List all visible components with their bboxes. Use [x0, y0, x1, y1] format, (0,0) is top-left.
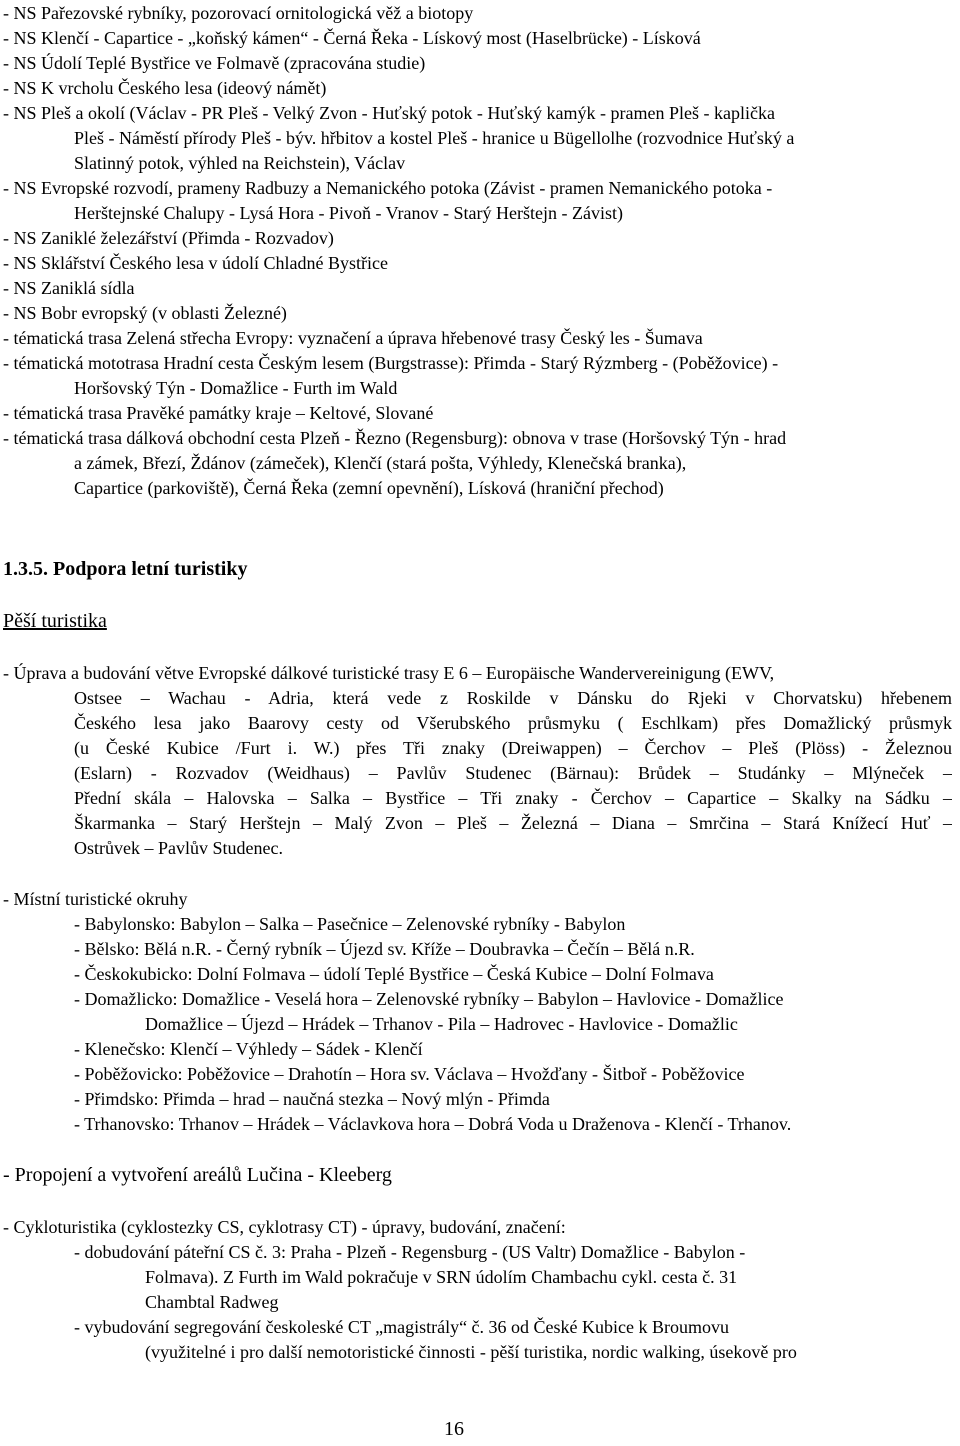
- text-line: - Českokubicko: Dolní Folmava – údolí Teplé Bystřice – Česká Kubice – Dolní Folmava: [74, 964, 714, 984]
- text-line: - Poběžovicko: Poběžovice – Drahotín – Hora sv. Václava – Hvožďany - Šitboř - Poběžovice: [74, 1064, 745, 1084]
- text-line: - Klenečsko: Klenčí – Výhledy – Sádek - Klenčí: [74, 1039, 423, 1059]
- text-line: - Trhanovsko: Trhanov – Hrádek – Václavkova hora – Dobrá Voda u Draženova - Klenčí - Trhanov.: [74, 1114, 792, 1134]
- text-line: - NS Zaniklé železářství (Přimda - Rozvadov): [3, 228, 334, 248]
- text-line: - NS Evropské rozvodí, prameny Radbuzy a Nemanického potoka (Závist - pramen Nemanického potoka -: [3, 178, 773, 198]
- text-line: - dobudování páteřní CS č. 3: Praha - Plzeň - Regensburg - (US Valtr) Domažlice - Babylon -: [74, 1242, 746, 1262]
- text-line: Capartice (parkoviště), Černá Řeka (zemní opevnění), Lísková (hraniční přechod): [74, 478, 664, 498]
- text-line: - NS Pleš a okolí (Václav - PR Pleš - Velký Zvon - Huťský potok - Huťský kamýk - pramen Pleš - kaplička: [3, 103, 775, 123]
- text-line: - NS Pařezovské rybníky, pozorovací ornitologická věž a biotopy: [3, 3, 474, 23]
- text-line: - NS Bobr evropský (v oblasti Železné): [3, 303, 287, 323]
- text-line: - vybudování segregování českoleské CT „magistrály“ č. 36 od České Kubice k Broumovu: [74, 1317, 730, 1337]
- text-line: Ostrůvek – Pavlův Studenec.: [74, 838, 283, 858]
- text-line: - Přimdsko: Přimda – hrad – naučná stezka – Nový mlýn - Přimda: [74, 1089, 550, 1109]
- text-line: Českého lesa jako Baarovy cesty od Všerubského průsmyku ( Eschlkam) přes Domažlický průsmyk: [74, 713, 952, 733]
- text-line: - tématická trasa Zelená střecha Evropy: vyznačení a úprava hřebenové trasy Český les - Šumava: [3, 328, 703, 348]
- text-line: - Propojení a vytvoření areálů Lučina - Kleeberg: [3, 1164, 392, 1186]
- text-line: - NS Klenčí - Capartice - „koňský kámen“ - Černá Řeka - Lískový most (Haselbrücke) - Lísková: [3, 28, 701, 48]
- text-line: Domažlice – Újezd – Hrádek – Trhanov - Pila – Hadrovec - Havlovice - Domažlic: [145, 1014, 738, 1034]
- text-line: Pleš - Náměstí přírody Pleš - býv. hřbitov a kostel Pleš - hranice u Bügellolhe (rozvodnice Huťský a: [74, 128, 795, 148]
- text-line: - Babylonsko: Babylon – Salka – Pasečnice – Zelenovské rybníky - Babylon: [74, 914, 626, 934]
- text-line: Herštejnské Chalupy - Lysá Hora - Pivoň - Vranov - Starý Herštejn - Závist): [74, 203, 623, 223]
- text-line: Chambtal Radweg: [145, 1292, 279, 1312]
- text-line: - NS K vrcholu Českého lesa (ideový námět): [3, 78, 327, 98]
- text-line: Škarmanka – Starý Herštejn – Malý Zvon – Pleš – Železná – Diana – Smrčina – Stará Knížecí Huť –: [74, 813, 952, 833]
- text-line: Slatinný potok, výhled na Reichstein), Václav: [74, 153, 406, 173]
- page-number: 16: [444, 1418, 464, 1440]
- text-line: - tématická trasa dálková obchodní cesta Plzeň - Řezno (Regensburg): obnova v trase (Horšovský Týn - hrad: [3, 428, 787, 448]
- text-line: (Eslarn) - Rozvadov (Weidhaus) – Pavlův Studenec (Bärnau): Brůdek – Studánky – Mlýneček –: [74, 763, 952, 783]
- text-line: - tématická trasa Pravěké památky kraje – Keltové, Slované: [3, 403, 434, 423]
- text-line: - tématická mototrasa Hradní cesta Českým lesem (Burgstrasse): Přimda - Starý Rýzmberg - (Poběžovice) -: [3, 353, 779, 373]
- text-line: - Domažlicko: Domažlice - Veselá hora – Zelenovské rybníky – Babylon – Havlovice - Domažlice: [74, 989, 784, 1009]
- subheading: Pěší turistika: [3, 610, 107, 632]
- text-line: - NS Údolí Teplé Bystřice ve Folmavě (zpracována studie): [3, 53, 426, 73]
- section-heading: 1.3.5. Podpora letní turistiky: [3, 558, 248, 580]
- text-line: Přední skála – Halovska – Salka – Bystřice – Tři znaky - Čerchov – Capartice – Skalky na Sádku –: [74, 788, 952, 808]
- text-line: - Cykloturistika (cyklostezky CS, cyklotrasy CT) - úpravy, budování, značení:: [3, 1217, 566, 1237]
- text-line: - Úprava a budování větve Evropské dálkové turistické trasy E 6 – Europäische Wandervereinigung (EWV,: [3, 663, 775, 683]
- text-line: Horšovský Týn - Domažlice - Furth im Wald: [74, 378, 398, 398]
- text-line: - Místní turistické okruhy: [3, 889, 188, 909]
- text-line: (využitelné i pro další nemotoristické činnosti - pěší turistika, nordic walking, úsekově pro: [145, 1342, 797, 1362]
- text-line: (u České Kubice /Furt i. W.) přes Tři znaky (Dreiwappen) – Čerchov – Pleš (Plöss) - Železnou: [74, 738, 952, 758]
- text-line: - Bělsko: Bělá n.R. - Černý rybník – Újezd sv. Kříže – Doubravka – Čečín – Bělá n.R.: [74, 939, 695, 959]
- text-line: a zámek, Březí, Ždánov (zámeček), Klenčí (stará pošta, Výhledy, Klenečská branka),: [74, 453, 687, 473]
- text-line: - NS Zaniklá sídla: [3, 278, 135, 298]
- text-line: Ostsee – Wachau - Adria, která vede z Roskilde v Dánsku do Rjeki v Chorvatsku) hřebenem: [74, 688, 952, 708]
- text-line: - NS Sklářství Českého lesa v údolí Chladné Bystřice: [3, 253, 388, 273]
- text-line: Folmava). Z Furth im Wald pokračuje v SRN údolím Chambachu cykl. cesta č. 31: [145, 1267, 738, 1287]
